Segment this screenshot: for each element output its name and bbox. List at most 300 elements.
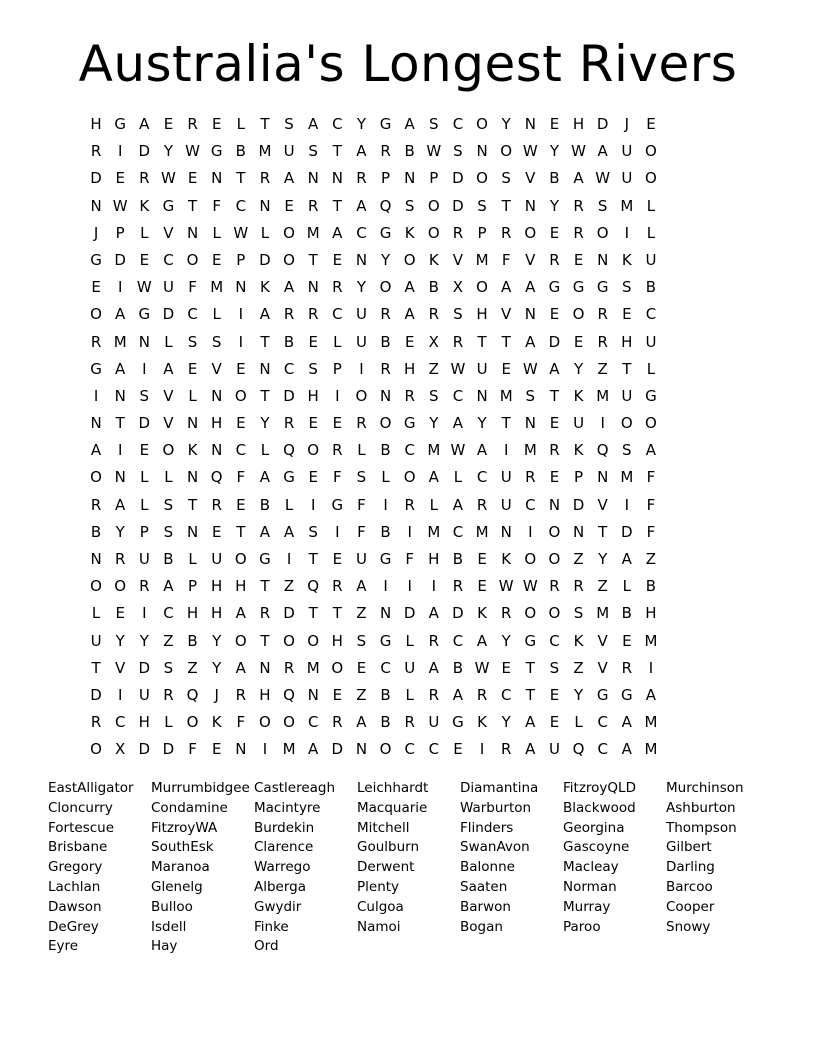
grid-letter[interactable]: W xyxy=(233,223,249,242)
grid-letter[interactable]: Y xyxy=(573,359,584,378)
grid-letter[interactable]: L xyxy=(91,604,101,623)
grid-letter[interactable]: F xyxy=(212,196,221,215)
grid-letter[interactable]: E xyxy=(453,740,463,759)
grid-letter[interactable]: E xyxy=(236,495,246,514)
grid-letter[interactable]: N xyxy=(548,495,561,514)
grid-letter[interactable]: E xyxy=(211,522,222,541)
grid-letter[interactable]: D xyxy=(162,305,175,324)
grid-letter[interactable]: C xyxy=(332,305,343,324)
grid-letter[interactable]: N xyxy=(572,522,585,541)
grid-letter[interactable]: A xyxy=(115,359,126,378)
grid-letter[interactable]: O xyxy=(186,713,199,732)
grid-letter[interactable]: A xyxy=(90,441,102,460)
grid-letter[interactable]: O xyxy=(355,386,368,405)
grid-letter[interactable]: C xyxy=(476,468,488,487)
grid-letter[interactable]: G xyxy=(379,115,392,133)
grid-letter[interactable]: T xyxy=(332,604,342,623)
grid-letter[interactable]: I xyxy=(238,305,244,324)
grid-letter[interactable]: M xyxy=(620,196,634,215)
grid-letter[interactable]: P xyxy=(236,250,246,269)
grid-letter[interactable]: T xyxy=(236,169,246,188)
grid-letter[interactable]: B xyxy=(163,550,174,568)
grid-letter[interactable]: A xyxy=(283,278,295,297)
grid-letter[interactable]: D xyxy=(452,196,464,215)
grid-letter[interactable]: Z xyxy=(645,550,657,568)
grid-letter[interactable]: L xyxy=(574,713,583,732)
grid-letter[interactable]: A xyxy=(356,196,367,215)
grid-letter[interactable]: R xyxy=(476,685,488,704)
grid-letter[interactable]: I xyxy=(383,495,388,514)
grid-letter[interactable]: E xyxy=(477,577,487,596)
grid-letter[interactable]: A xyxy=(163,577,174,596)
grid-letter[interactable]: E xyxy=(308,332,318,351)
grid-letter[interactable]: E xyxy=(211,115,222,133)
grid-letter[interactable]: O xyxy=(259,713,271,732)
grid-letter[interactable]: Y xyxy=(212,658,222,677)
grid-letter[interactable]: W xyxy=(522,142,538,161)
grid-letter[interactable]: C xyxy=(114,713,126,732)
grid-letter[interactable]: C xyxy=(428,740,440,759)
grid-letter[interactable]: A xyxy=(235,604,246,623)
grid-letter[interactable]: A xyxy=(452,685,464,704)
grid-letter[interactable]: S xyxy=(308,522,318,541)
grid-letter[interactable]: L xyxy=(405,631,414,650)
grid-letter[interactable]: T xyxy=(260,332,270,351)
grid-letter[interactable]: T xyxy=(260,115,270,133)
grid-letter[interactable]: Y xyxy=(260,414,270,433)
grid-letter[interactable]: L xyxy=(164,713,173,732)
grid-letter[interactable]: R xyxy=(525,468,536,487)
grid-letter[interactable]: O xyxy=(234,386,247,405)
grid-letter[interactable]: U xyxy=(621,386,633,405)
grid-letter[interactable]: M xyxy=(596,386,610,405)
grid-letter[interactable]: M xyxy=(644,740,658,759)
grid-letter[interactable]: Q xyxy=(596,441,609,460)
grid-letter[interactable]: C xyxy=(549,631,560,650)
grid-letter[interactable]: T xyxy=(260,577,270,596)
grid-letter[interactable]: A xyxy=(452,495,464,514)
grid-letter[interactable]: R xyxy=(90,142,102,161)
grid-letter[interactable]: C xyxy=(645,305,657,324)
grid-letter[interactable]: E xyxy=(549,414,560,433)
grid-letter[interactable]: A xyxy=(259,305,271,324)
grid-letter[interactable]: C xyxy=(307,713,319,732)
grid-letter[interactable]: M xyxy=(306,658,320,677)
grid-letter[interactable]: H xyxy=(90,115,102,133)
grid-letter[interactable]: T xyxy=(187,196,198,215)
grid-letter[interactable]: R xyxy=(428,685,440,704)
grid-letter[interactable]: U xyxy=(162,278,174,297)
grid-letter[interactable]: C xyxy=(452,522,464,541)
grid-letter[interactable]: O xyxy=(476,115,488,133)
grid-letter[interactable]: Z xyxy=(356,604,367,623)
grid-letter[interactable]: Q xyxy=(283,685,295,704)
grid-letter[interactable]: T xyxy=(308,250,318,269)
grid-letter[interactable]: B xyxy=(90,522,102,541)
grid-letter[interactable]: Q xyxy=(379,196,392,215)
grid-letter[interactable]: D xyxy=(572,495,585,514)
grid-letter[interactable]: I xyxy=(286,550,292,568)
grid-letter[interactable]: X xyxy=(115,740,126,759)
grid-letter[interactable]: G xyxy=(572,278,585,297)
grid-letter[interactable]: E xyxy=(332,685,343,704)
grid-letter[interactable]: U xyxy=(355,305,367,324)
grid-letter[interactable]: L xyxy=(453,468,463,487)
grid-letter[interactable]: Y xyxy=(380,250,391,269)
grid-letter[interactable]: U xyxy=(500,468,512,487)
grid-letter[interactable]: D xyxy=(138,740,151,759)
grid-letter[interactable]: A xyxy=(597,142,608,161)
grid-letter[interactable]: A xyxy=(235,658,246,677)
grid-letter[interactable]: V xyxy=(163,414,174,433)
grid-letter[interactable]: N xyxy=(524,414,536,433)
grid-letter[interactable]: I xyxy=(117,441,123,460)
grid-letter[interactable]: E xyxy=(284,196,294,215)
grid-letter[interactable]: K xyxy=(428,250,439,269)
grid-letter[interactable]: D xyxy=(548,332,561,351)
grid-letter[interactable]: A xyxy=(356,577,367,596)
grid-letter[interactable]: R xyxy=(380,359,391,378)
grid-letter[interactable]: R xyxy=(332,278,343,297)
grid-letter[interactable]: C xyxy=(163,604,174,623)
grid-letter[interactable]: Z xyxy=(573,658,584,677)
grid-letter[interactable]: G xyxy=(596,685,609,704)
grid-letter[interactable]: A xyxy=(525,278,536,297)
grid-letter[interactable]: A xyxy=(525,740,536,759)
grid-letter[interactable]: L xyxy=(381,468,390,487)
grid-letter[interactable]: T xyxy=(115,414,125,433)
grid-letter[interactable]: R xyxy=(549,441,560,460)
grid-letter[interactable]: R xyxy=(404,713,415,732)
grid-letter[interactable]: T xyxy=(187,495,198,514)
grid-letter[interactable]: E xyxy=(236,414,246,433)
grid-letter[interactable]: H xyxy=(428,550,440,568)
grid-letter[interactable]: R xyxy=(114,550,126,568)
grid-letter[interactable]: H xyxy=(138,713,150,732)
grid-letter[interactable]: W xyxy=(161,169,176,188)
grid-letter[interactable]: K xyxy=(187,441,198,460)
grid-letter[interactable]: F xyxy=(646,495,656,514)
grid-letter[interactable]: N xyxy=(186,414,199,433)
grid-letter[interactable]: S xyxy=(429,115,439,133)
grid-letter[interactable]: P xyxy=(477,223,487,242)
grid-letter[interactable]: I xyxy=(383,577,388,596)
grid-letter[interactable]: B xyxy=(452,658,464,677)
grid-letter[interactable]: A xyxy=(645,441,657,460)
grid-letter[interactable]: B xyxy=(187,631,198,650)
grid-letter[interactable]: G xyxy=(162,196,175,215)
grid-letter[interactable]: E xyxy=(549,685,560,704)
grid-letter[interactable]: A xyxy=(621,550,632,568)
grid-letter[interactable]: W xyxy=(522,359,538,378)
grid-letter[interactable]: L xyxy=(164,468,173,487)
letter-grid[interactable] xyxy=(84,114,736,767)
grid-letter[interactable]: I xyxy=(648,658,654,677)
grid-letter[interactable]: O xyxy=(403,468,416,487)
grid-letter[interactable]: L xyxy=(260,223,270,242)
grid-letter[interactable]: R xyxy=(500,740,512,759)
grid-letter[interactable]: U xyxy=(573,414,585,433)
grid-letter[interactable]: N xyxy=(597,250,609,269)
grid-letter[interactable]: E xyxy=(308,468,318,487)
grid-letter[interactable]: Z xyxy=(187,658,198,677)
grid-letter[interactable]: R xyxy=(549,577,560,596)
grid-letter[interactable]: O xyxy=(548,522,561,541)
grid-letter[interactable]: E xyxy=(477,550,487,568)
grid-letter[interactable]: O xyxy=(162,441,175,460)
grid-letter[interactable]: I xyxy=(624,223,630,242)
grid-letter[interactable]: V xyxy=(597,495,608,514)
grid-letter[interactable]: D xyxy=(596,115,609,133)
grid-letter[interactable]: H xyxy=(211,414,223,433)
grid-letter[interactable]: N xyxy=(235,740,247,759)
grid-letter[interactable]: N xyxy=(307,278,319,297)
grid-letter[interactable]: Z xyxy=(428,359,439,378)
grid-letter[interactable]: Y xyxy=(356,278,367,297)
grid-letter[interactable]: M xyxy=(523,441,537,460)
grid-letter[interactable]: A xyxy=(332,223,343,242)
grid-letter[interactable]: O xyxy=(234,550,247,568)
grid-letter[interactable]: E xyxy=(139,250,150,269)
grid-letter[interactable]: R xyxy=(332,713,343,732)
grid-letter[interactable]: Z xyxy=(573,550,584,568)
grid-letter[interactable]: A xyxy=(428,468,439,487)
grid-letter[interactable]: O xyxy=(90,468,102,487)
grid-letter[interactable]: I xyxy=(142,359,147,378)
grid-letter[interactable]: E xyxy=(622,631,632,650)
grid-letter[interactable]: E xyxy=(549,223,560,242)
grid-letter[interactable]: D xyxy=(90,685,102,704)
grid-letter[interactable]: U xyxy=(355,332,367,351)
grid-letter[interactable]: A xyxy=(404,115,415,133)
grid-letter[interactable]: M xyxy=(306,223,320,242)
grid-letter[interactable]: U xyxy=(404,658,416,677)
grid-letter[interactable]: A xyxy=(404,278,415,297)
grid-letter[interactable]: Y xyxy=(477,414,487,433)
grid-letter[interactable]: H xyxy=(235,577,247,596)
grid-letter[interactable]: E xyxy=(549,115,560,133)
grid-letter[interactable]: R xyxy=(90,332,102,351)
grid-letter[interactable]: Y xyxy=(598,550,608,568)
grid-letter[interactable]: E xyxy=(308,414,318,433)
grid-letter[interactable]: H xyxy=(572,115,585,133)
grid-letter[interactable]: A xyxy=(163,359,174,378)
grid-letter[interactable]: I xyxy=(528,522,533,541)
grid-letter[interactable]: V xyxy=(597,658,608,677)
grid-letter[interactable]: R xyxy=(307,305,319,324)
grid-letter[interactable]: N xyxy=(307,169,319,188)
grid-letter[interactable]: S xyxy=(525,386,536,405)
grid-letter[interactable]: L xyxy=(188,550,197,568)
grid-letter[interactable]: M xyxy=(499,386,513,405)
grid-letter[interactable]: Z xyxy=(597,577,608,596)
grid-letter[interactable]: P xyxy=(188,577,198,596)
grid-letter[interactable]: H xyxy=(211,604,223,623)
grid-letter[interactable]: U xyxy=(355,550,367,568)
grid-letter[interactable]: S xyxy=(139,386,150,405)
grid-letter[interactable]: L xyxy=(333,332,342,351)
grid-letter[interactable]: Y xyxy=(573,685,584,704)
grid-letter[interactable]: R xyxy=(139,169,150,188)
grid-letter[interactable]: C xyxy=(187,305,198,324)
grid-letter[interactable]: I xyxy=(117,278,123,297)
grid-letter[interactable]: A xyxy=(115,495,126,514)
grid-letter[interactable]: M xyxy=(644,713,658,732)
grid-letter[interactable]: S xyxy=(573,604,584,623)
grid-letter[interactable]: Y xyxy=(356,115,367,133)
grid-letter[interactable]: Z xyxy=(356,685,367,704)
grid-letter[interactable]: N xyxy=(524,305,536,324)
grid-letter[interactable]: B xyxy=(380,522,391,541)
grid-letter[interactable]: N xyxy=(114,468,126,487)
grid-letter[interactable]: A xyxy=(452,414,464,433)
grid-letter[interactable]: R xyxy=(332,441,343,460)
grid-letter[interactable]: Z xyxy=(283,577,295,596)
grid-letter[interactable]: K xyxy=(211,713,222,732)
grid-letter[interactable]: A xyxy=(404,305,415,324)
grid-letter[interactable]: T xyxy=(598,522,608,541)
grid-letter[interactable]: O xyxy=(524,550,537,568)
grid-letter[interactable]: N xyxy=(379,604,392,623)
grid-letter[interactable]: I xyxy=(93,386,99,405)
grid-letter[interactable]: S xyxy=(163,522,174,541)
grid-letter[interactable]: A xyxy=(139,115,150,133)
grid-letter[interactable]: W xyxy=(112,196,128,215)
grid-letter[interactable]: R xyxy=(573,196,584,215)
grid-letter[interactable]: W xyxy=(595,169,611,188)
grid-letter[interactable]: B xyxy=(380,332,391,351)
grid-letter[interactable]: E xyxy=(115,169,125,188)
grid-letter[interactable]: R xyxy=(90,713,102,732)
grid-letter[interactable]: F xyxy=(357,522,366,541)
grid-letter[interactable]: O xyxy=(283,713,295,732)
grid-letter[interactable]: L xyxy=(429,495,438,514)
grid-letter[interactable]: A xyxy=(476,441,488,460)
grid-letter[interactable]: I xyxy=(431,577,437,596)
grid-letter[interactable]: H xyxy=(476,305,488,324)
grid-letter[interactable]: I xyxy=(479,740,485,759)
grid-letter[interactable]: M xyxy=(113,332,127,351)
grid-letter[interactable]: F xyxy=(646,468,656,487)
grid-letter[interactable]: L xyxy=(284,495,294,514)
grid-letter[interactable]: O xyxy=(620,414,633,433)
grid-letter[interactable]: K xyxy=(139,196,150,215)
grid-letter[interactable]: V xyxy=(597,631,608,650)
grid-letter[interactable]: D xyxy=(90,169,102,188)
grid-letter[interactable]: R xyxy=(573,223,584,242)
grid-letter[interactable]: R xyxy=(332,577,343,596)
grid-letter[interactable]: U xyxy=(90,631,102,650)
grid-letter[interactable]: I xyxy=(335,522,340,541)
grid-letter[interactable]: S xyxy=(187,332,198,351)
grid-letter[interactable]: D xyxy=(162,740,175,759)
grid-letter[interactable]: K xyxy=(501,550,512,568)
grid-letter[interactable]: O xyxy=(403,250,416,269)
grid-letter[interactable]: L xyxy=(260,441,270,460)
grid-letter[interactable]: W xyxy=(450,441,466,460)
grid-letter[interactable]: G xyxy=(379,550,392,568)
grid-letter[interactable]: L xyxy=(405,685,414,704)
grid-letter[interactable]: V xyxy=(115,658,126,677)
grid-letter[interactable]: O xyxy=(427,223,440,242)
grid-letter[interactable]: S xyxy=(477,196,487,215)
grid-letter[interactable]: T xyxy=(622,359,632,378)
grid-letter[interactable]: R xyxy=(90,495,102,514)
grid-letter[interactable]: E xyxy=(163,115,174,133)
grid-letter[interactable]: D xyxy=(138,142,151,161)
grid-letter[interactable]: L xyxy=(140,495,149,514)
grid-letter[interactable]: R xyxy=(549,250,560,269)
grid-letter[interactable]: F xyxy=(236,713,246,732)
grid-letter[interactable]: H xyxy=(645,604,657,623)
grid-letter[interactable]: O xyxy=(379,278,392,297)
grid-letter[interactable]: I xyxy=(624,495,630,514)
grid-letter[interactable]: B xyxy=(549,169,560,188)
grid-letter[interactable]: S xyxy=(549,658,560,677)
grid-letter[interactable]: Y xyxy=(501,631,511,650)
grid-letter[interactable]: S xyxy=(404,196,415,215)
grid-letter[interactable]: G xyxy=(645,386,657,405)
grid-letter[interactable]: B xyxy=(283,332,295,351)
grid-letter[interactable]: T xyxy=(308,604,318,623)
grid-letter[interactable]: K xyxy=(573,631,584,650)
grid-letter[interactable]: N xyxy=(476,142,488,161)
grid-letter[interactable]: O xyxy=(186,250,199,269)
grid-letter[interactable]: O xyxy=(283,223,295,242)
grid-letter[interactable]: N xyxy=(331,169,343,188)
grid-letter[interactable]: R xyxy=(621,658,633,677)
grid-letter[interactable]: O xyxy=(500,142,513,161)
grid-letter[interactable]: F xyxy=(357,495,366,514)
grid-letter[interactable]: B xyxy=(428,278,439,297)
grid-letter[interactable]: D xyxy=(283,604,295,623)
grid-letter[interactable]: S xyxy=(284,115,294,133)
grid-letter[interactable]: A xyxy=(356,713,367,732)
grid-letter[interactable]: G xyxy=(524,631,537,650)
grid-letter[interactable]: R xyxy=(307,196,319,215)
grid-letter[interactable]: D xyxy=(138,658,151,677)
grid-letter[interactable]: R xyxy=(283,305,295,324)
grid-letter[interactable]: U xyxy=(500,495,512,514)
grid-letter[interactable]: V xyxy=(501,305,512,324)
grid-letter[interactable]: E xyxy=(573,332,584,351)
grid-letter[interactable]: M xyxy=(282,740,296,759)
grid-letter[interactable]: N xyxy=(235,278,247,297)
grid-letter[interactable]: E xyxy=(187,359,198,378)
grid-letter[interactable]: V xyxy=(211,359,222,378)
grid-letter[interactable]: R xyxy=(235,685,247,704)
grid-letter[interactable]: T xyxy=(501,414,511,433)
grid-letter[interactable]: W xyxy=(450,359,466,378)
grid-letter[interactable]: Y xyxy=(139,631,149,650)
grid-letter[interactable]: G xyxy=(138,305,151,324)
grid-letter[interactable]: N xyxy=(404,169,416,188)
grid-letter[interactable]: E xyxy=(549,713,560,732)
grid-letter[interactable]: W xyxy=(522,577,538,596)
grid-letter[interactable]: G xyxy=(452,713,464,732)
grid-letter[interactable]: C xyxy=(597,740,608,759)
grid-letter[interactable]: Q xyxy=(307,577,320,596)
grid-letter[interactable]: A xyxy=(283,169,295,188)
grid-letter[interactable]: W xyxy=(571,142,586,161)
grid-letter[interactable]: E xyxy=(404,332,415,351)
grid-letter[interactable]: E xyxy=(332,550,343,568)
grid-letter[interactable]: A xyxy=(621,713,632,732)
grid-letter[interactable]: A xyxy=(115,305,126,324)
grid-letter[interactable]: I xyxy=(359,359,364,378)
grid-letter[interactable]: R xyxy=(259,169,271,188)
grid-letter[interactable]: E xyxy=(646,115,656,133)
